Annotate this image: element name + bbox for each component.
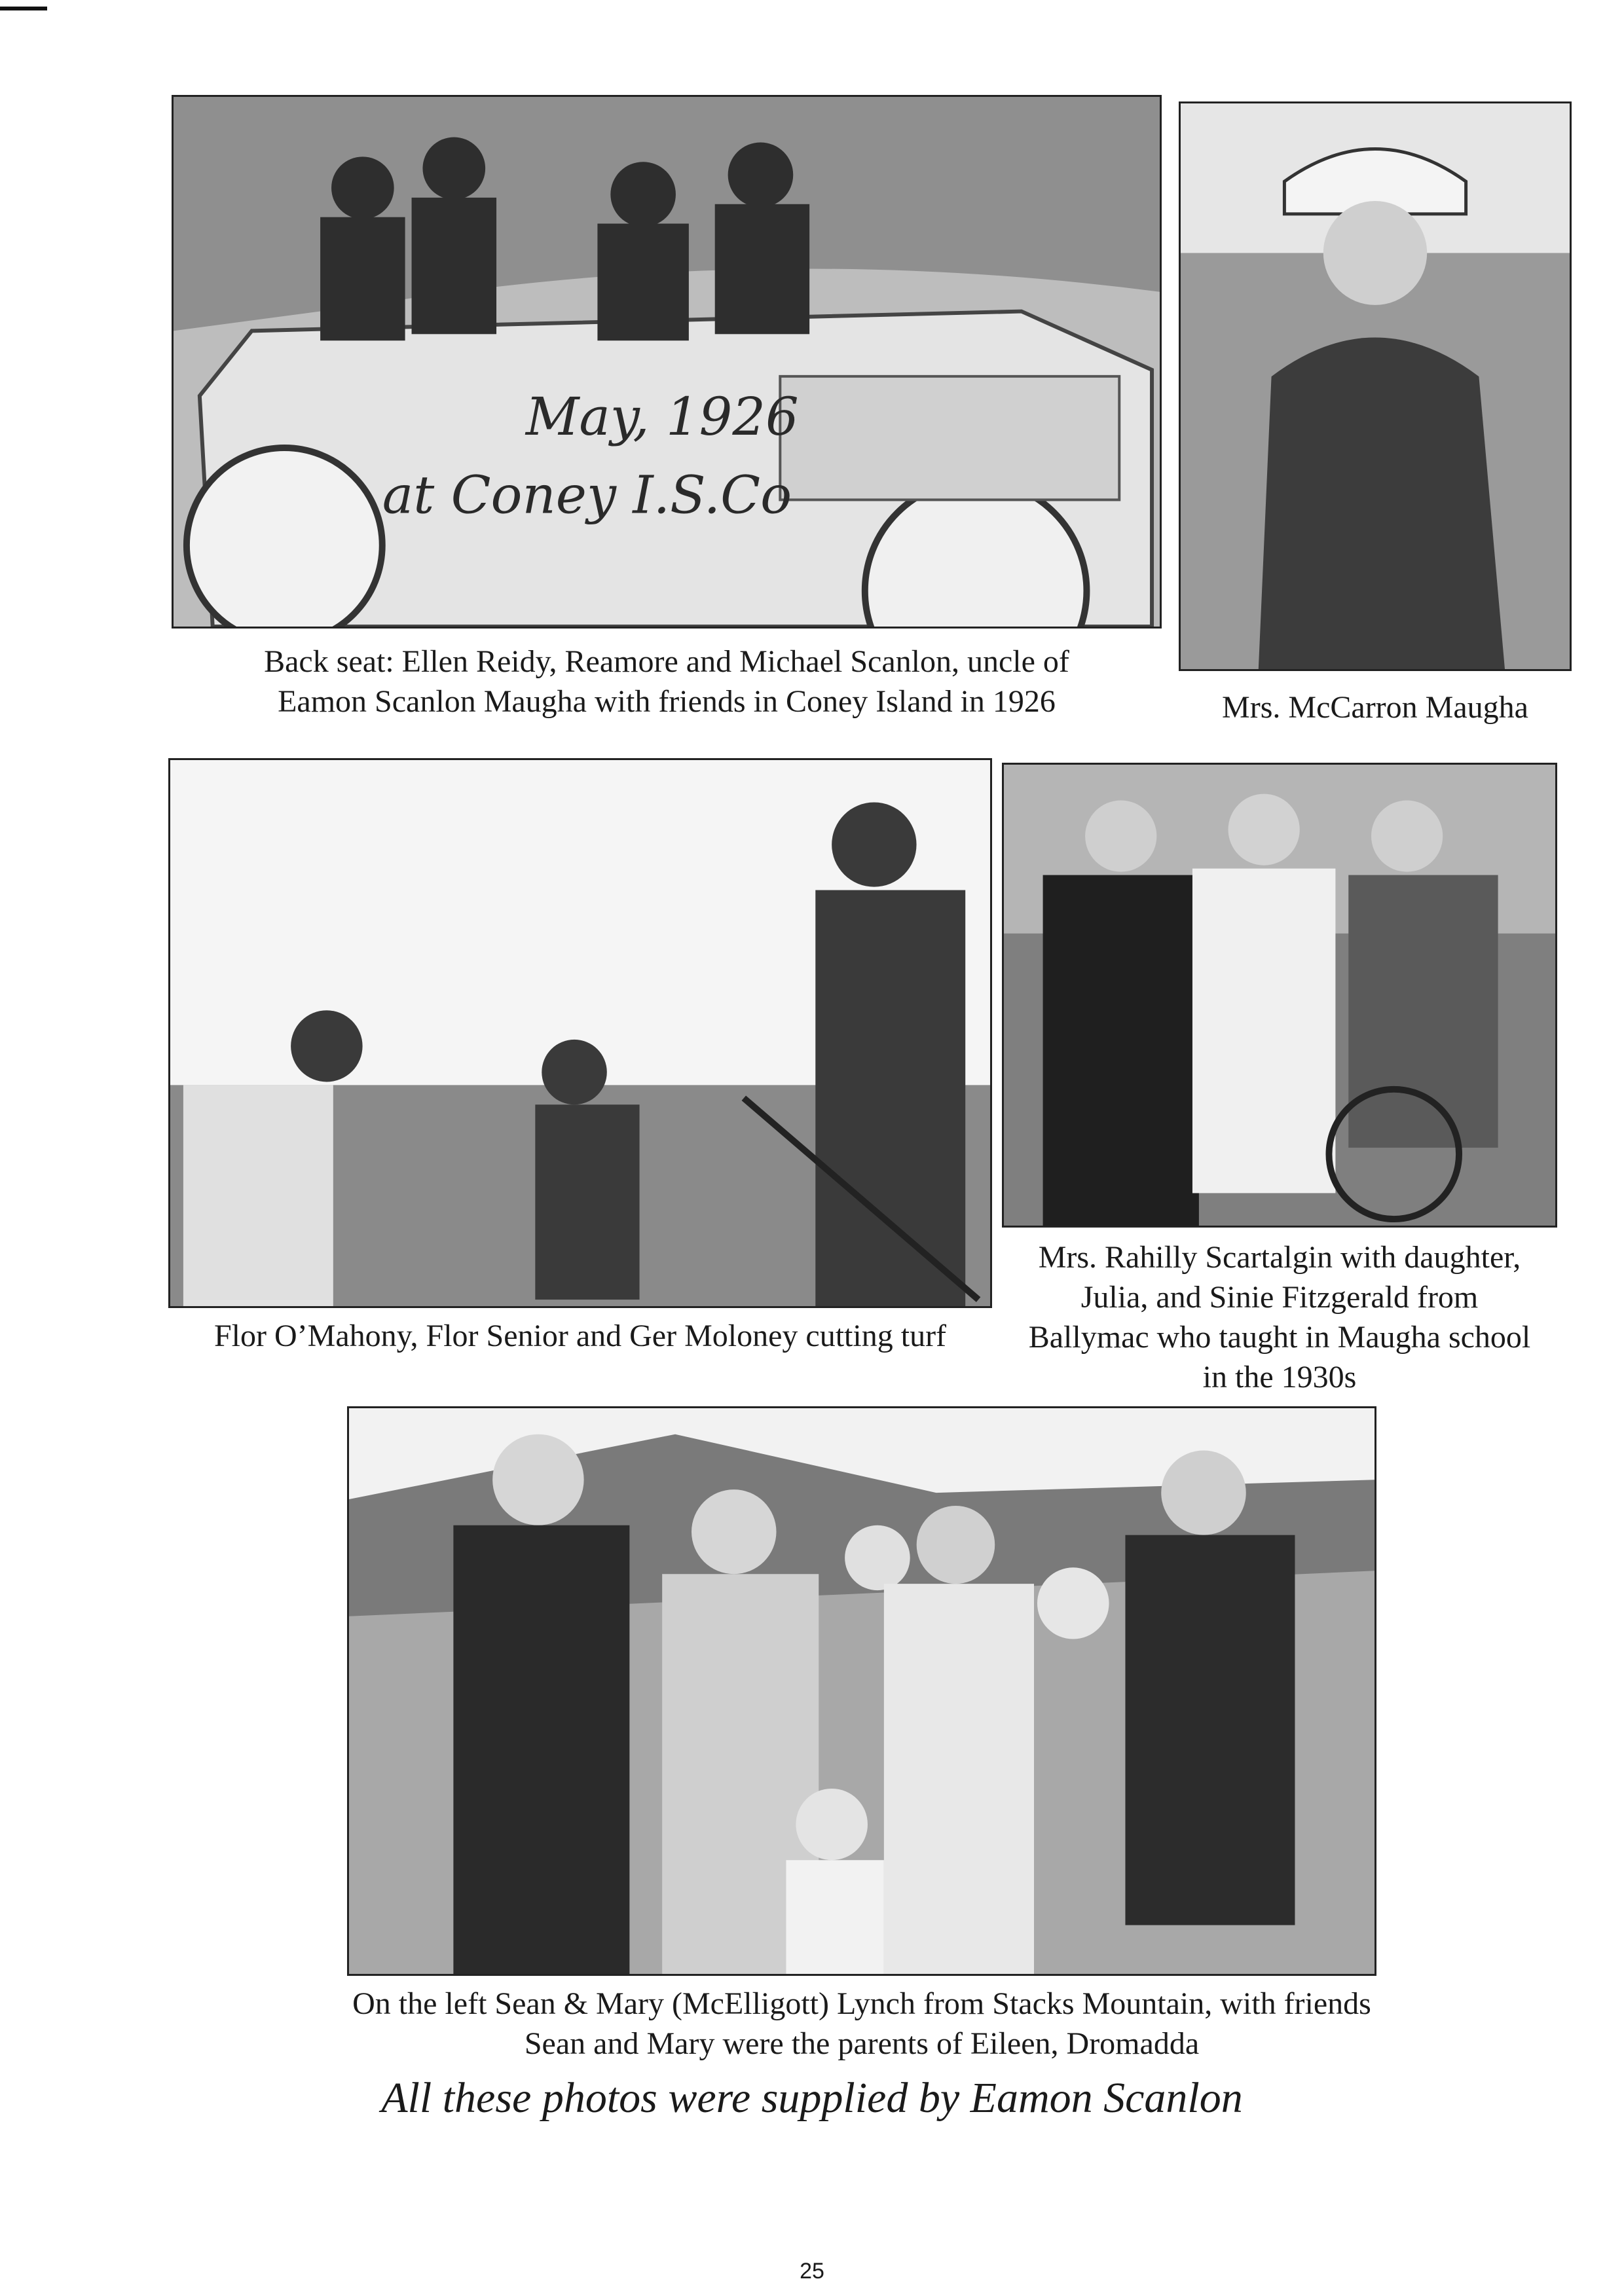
caption-line: Julia, and Sinie Fitzgerald from	[1080, 1280, 1479, 1315]
photo-mrs-mccarron	[1179, 101, 1572, 671]
caption-line: Sean and Mary were the parents of Eileen, Dromadda	[524, 2026, 1200, 2061]
photo-mrs-rahilly	[1002, 763, 1557, 1228]
caption-line: Ballymac who taught in Maugha school	[1028, 1320, 1531, 1355]
caption-line: Mrs. McCarron Maugha	[1222, 690, 1528, 725]
caption-line: Mrs. Rahilly Scartalgin with daughter,	[1038, 1240, 1521, 1275]
photo-lynch-family	[347, 1406, 1376, 1976]
caption-line: Flor O’Mahony, Flor Senior and Ger Moloney cutting turf	[213, 1319, 947, 1353]
caption-line: in the 1930s	[1202, 1360, 1357, 1394]
page-number: 25	[800, 2259, 824, 2284]
caption-lynch-family	[282, 1984, 1442, 2064]
caption-mrs-rahilly	[1002, 1237, 1557, 1397]
caption-mrs-mccarron	[1179, 687, 1572, 727]
handwriting-date: May, 1926	[525, 386, 799, 448]
caption-line: On the left Sean & Mary (McElligott) Lynch from Stacks Mountain, with friends	[352, 1986, 1371, 2021]
photo-cutting-turf	[168, 758, 992, 1308]
caption-coney-island	[172, 642, 1162, 721]
caption-line: Back seat: Ellen Reidy, Reamore and Michael Scanlon, uncle of	[264, 644, 1069, 679]
photo-credit: All these photos were supplied by Eamon Scanlon	[381, 2074, 1243, 2122]
caption-line: Eamon Scanlon Maugha with friends in Coney Island in 1926	[278, 684, 1056, 719]
photo-coney-island-car	[172, 95, 1162, 629]
handwriting-place: at Coney I.S.Co	[382, 464, 792, 526]
caption-cutting-turf	[151, 1316, 1010, 1356]
corner-crop-mark	[0, 7, 47, 10]
